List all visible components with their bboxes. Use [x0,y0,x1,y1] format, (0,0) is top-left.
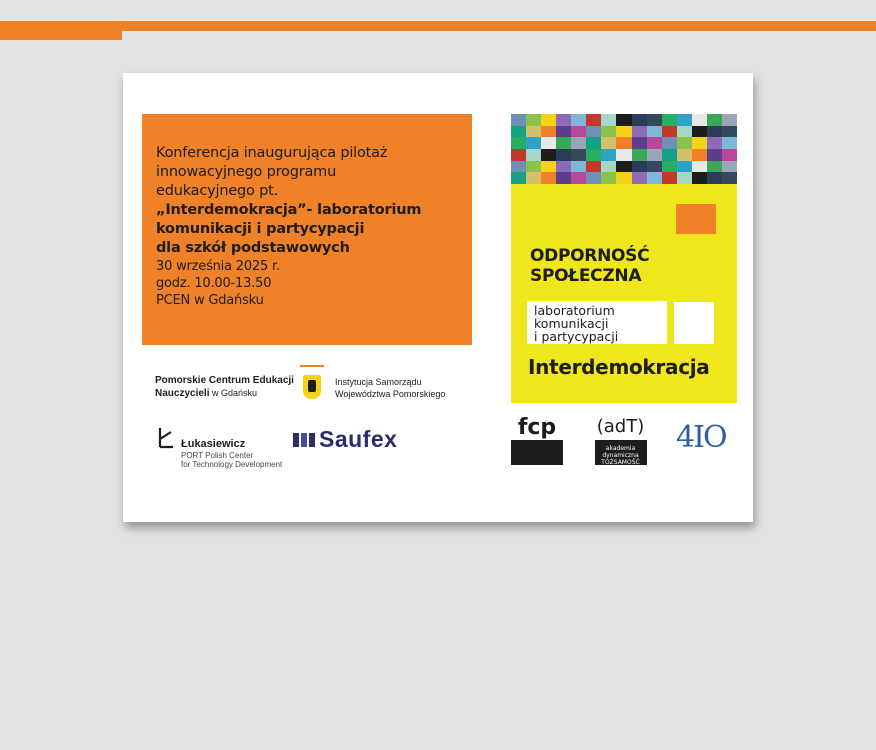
mosaic-tile [692,126,707,138]
mosaic-tile [677,126,692,138]
mosaic-tile [571,172,586,184]
mosaic-tile [722,114,737,126]
mosaic-tile [526,126,541,138]
pcen-name-line: Nauczycieli [155,388,210,399]
mosaic-tile [722,126,737,138]
mosaic-tile [556,161,571,173]
mosaic-tile [662,172,677,184]
info-line: innowacyjnego programu [156,164,337,180]
mosaic-tile [707,172,722,184]
mosaic-tile [526,149,541,161]
mosaic-tile [722,149,737,161]
mosaic-tile [662,137,677,149]
mosaic-tile [586,149,601,161]
mosaic-tile [601,126,616,138]
mosaic-tile [692,161,707,173]
mosaic-tile [662,114,677,126]
mosaic-tile [511,137,526,149]
mosaic-tile [632,126,647,138]
event-date: 30 września 2025 r. [156,259,280,274]
mosaic-tile [677,172,692,184]
mosaic-tile [541,126,556,138]
mosaic-tile [556,172,571,184]
mosaic-tile [526,114,541,126]
mosaic-tile [511,172,526,184]
mosaic-tile [632,172,647,184]
mosaic-tile [556,149,571,161]
mosaic-tile [677,137,692,149]
institution-line: Województwa Pomorskiego [335,389,446,399]
mosaic-tile [707,137,722,149]
mosaic-tile [647,137,662,149]
lukasiewicz-subtitle [181,451,282,469]
poster-subtitle-line: komunikacji [534,316,609,331]
mosaic-tile [541,114,556,126]
mosaic-tile [632,114,647,126]
mosaic-tile [601,149,616,161]
white-square [674,302,714,344]
lukasiewicz-sub-line: for Technology Development [181,460,283,469]
mosaic-tile [601,137,616,149]
mosaic-tile [586,126,601,138]
mosaic-tile [616,114,631,126]
mosaic-tile [586,161,601,173]
mosaic-tile [571,149,586,161]
pcen-name-line: Pomorskie Centrum Edukacji [155,375,294,386]
institution-label [335,376,445,400]
mosaic-tile [616,126,631,138]
mosaic-tile [601,161,616,173]
fcp-logo [511,416,563,466]
interdemokracja-poster [511,184,737,403]
mosaic-tile [616,161,631,173]
mosaic-tile [647,114,662,126]
mosaic-tile [511,161,526,173]
program-title-line: dla szkół podstawowych [156,240,350,256]
crest-top-line [300,365,324,367]
mosaic-tile [571,161,586,173]
mosaic-tile [511,126,526,138]
lukasiewicz-logo-icon [157,427,175,449]
mosaic-tile [511,149,526,161]
mosaic-tile [556,137,571,149]
event-time: godz. 10.00-13.50 [156,276,272,291]
mosaic-tile [571,137,586,149]
mosaic-tile [692,172,707,184]
mosaic-tile [647,172,662,184]
mosaic-tile [526,161,541,173]
adt-sub-line: TOŻSAMOŚĆ [601,459,640,466]
mosaic-tile [541,137,556,149]
mosaic-tile [556,126,571,138]
mosaic-tile [707,149,722,161]
adt-sub-line: dynamiczna [602,452,639,459]
mosaic-tile [616,137,631,149]
mosaic-tile [586,172,601,184]
pomorskie-crest-icon [303,375,321,399]
mosaic-tile [541,149,556,161]
top-accent-tab [0,31,122,40]
mosaic-tile [541,172,556,184]
pixel-mosaic [511,114,737,184]
adt-logo [593,416,648,466]
program-title-line: „Interdemokracja”- laboratorium [156,202,422,218]
mosaic-tile [511,114,526,126]
mosaic-tile [632,149,647,161]
mosaic-tile [692,149,707,161]
mosaic-tile [526,172,541,184]
mosaic-tile [601,114,616,126]
adt-sub-line: akademia [605,445,636,452]
program-title-line: komunikacji i partycypacji [156,221,365,237]
mosaic-tile [692,114,707,126]
top-accent-bar [0,21,876,31]
mosaic-tile [647,149,662,161]
mosaic-tile [707,161,722,173]
orange-square [676,204,716,234]
lukasiewicz-name: Łukasiewicz [181,438,246,450]
four-io-logo-text: 4IO [676,420,726,455]
event-info-box [142,114,472,345]
mosaic-tile [677,161,692,173]
mosaic-tile [571,126,586,138]
poster-program-name: Interdemokracja [528,355,710,379]
mosaic-tile [616,172,631,184]
poster-title [530,246,649,286]
mosaic-tile [526,137,541,149]
mosaic-tile [632,161,647,173]
info-line: Konferencja inaugurująca pilotaż [156,145,388,161]
pcen-city: w Gdańsku [209,388,258,398]
mosaic-tile [616,149,631,161]
poster-subtitle-line: laboratorium [534,303,615,318]
poster-title-line: SPOŁECZNA [530,266,642,286]
institution-line: Instytucja Samorządu [335,377,422,387]
mosaic-tile [707,126,722,138]
mosaic-tile [692,137,707,149]
adt-logo-text: (adT) [596,416,645,437]
poster-title-line: ODPORNOŚĆ [530,246,650,266]
lukasiewicz-sub-line: PORT Polish Center [181,451,254,460]
poster-subtitle-line: i partycypacji [534,329,619,344]
mosaic-tile [586,114,601,126]
event-place: PCEN w Gdańsku [156,293,264,308]
mosaic-tile [662,161,677,173]
saufex-flag-icon [293,433,315,447]
mosaic-tile [556,114,571,126]
mosaic-tile [662,149,677,161]
saufex-logo: Saufex [319,426,398,452]
adt-logo-bar [595,440,647,465]
mosaic-tile [571,114,586,126]
mosaic-tile [541,161,556,173]
mosaic-tile [677,114,692,126]
fcp-logo-text: fcp [517,415,557,440]
mosaic-tile [647,161,662,173]
info-line: edukacyjnego pt. [156,183,279,199]
mosaic-tile [586,137,601,149]
mosaic-tile [722,161,737,173]
mosaic-tile [632,137,647,149]
mosaic-tile [647,126,662,138]
event-card [123,73,753,522]
poster-subtitle-box [527,301,667,344]
pcen-logo [155,375,294,400]
mosaic-tile [707,114,722,126]
mosaic-tile [722,137,737,149]
fcp-logo-bar [511,440,563,465]
mosaic-tile [722,172,737,184]
mosaic-tile [601,172,616,184]
mosaic-tile [677,149,692,161]
four-io-logo [676,419,736,465]
mosaic-tile [662,126,677,138]
